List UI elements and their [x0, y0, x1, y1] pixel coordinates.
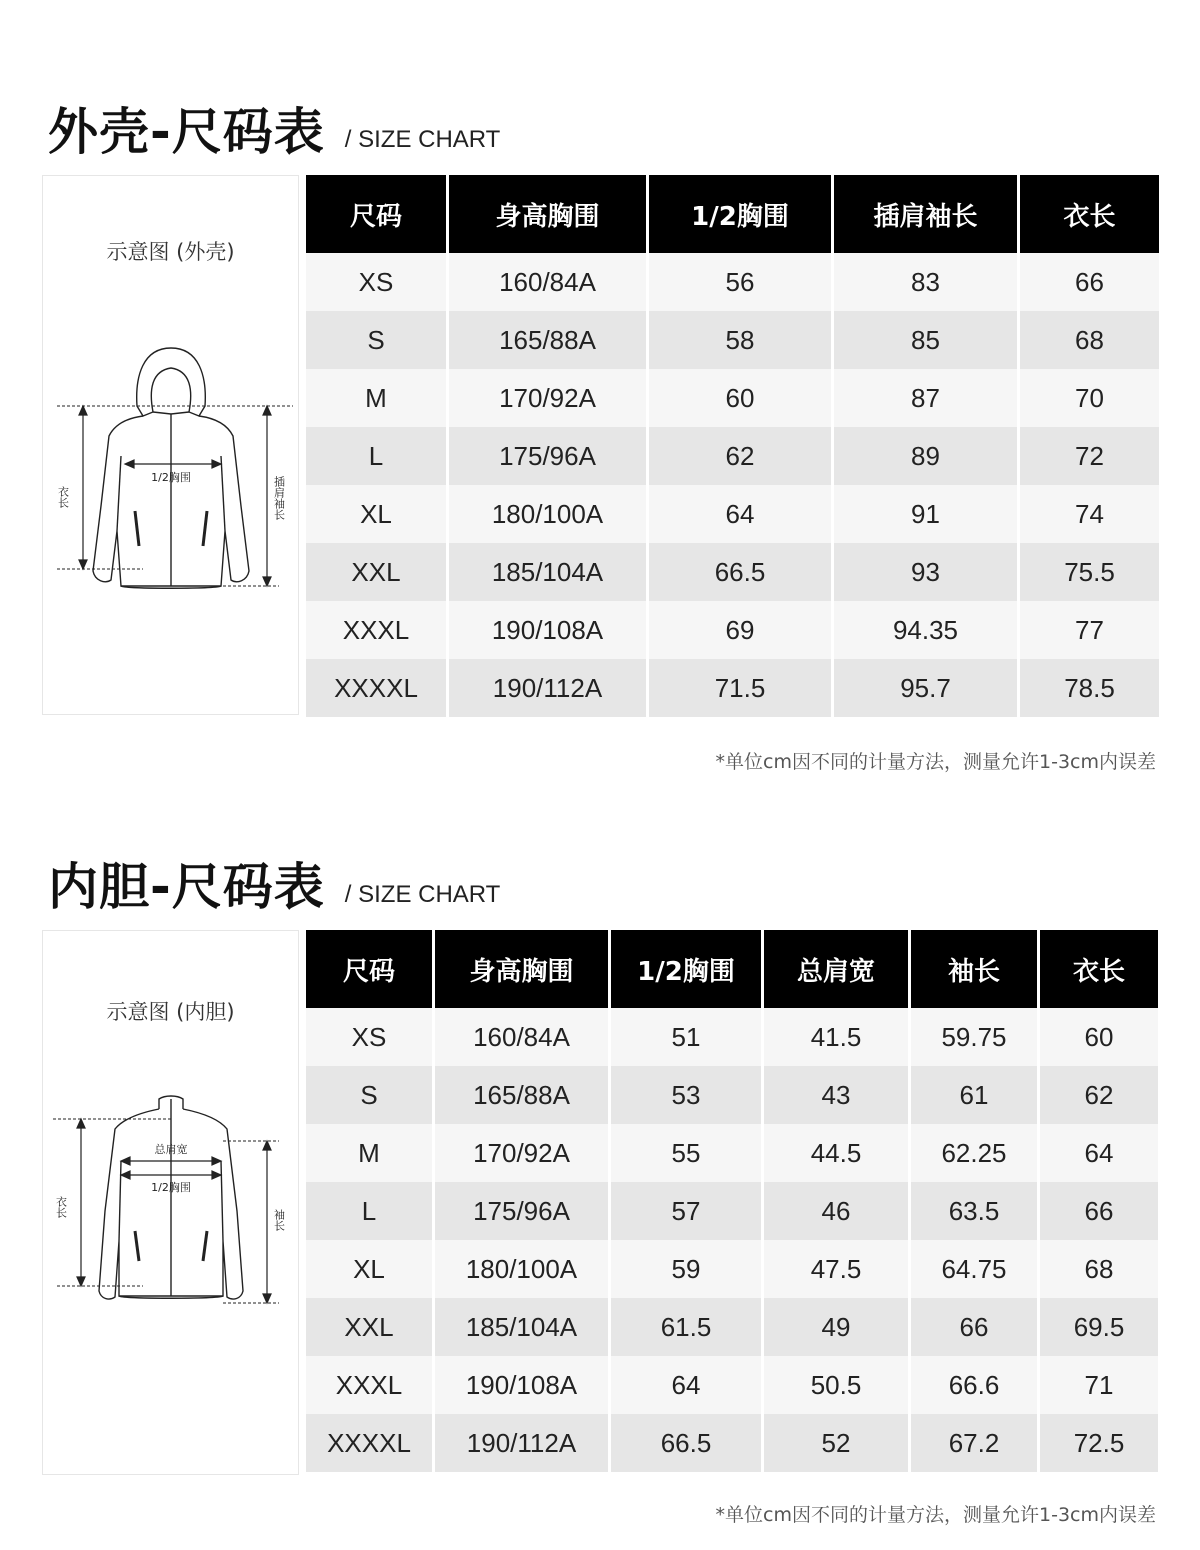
- shell-diagram-caption: 示意图 (外壳): [106, 240, 235, 264]
- table-cell: 52: [764, 1414, 908, 1472]
- table-cell: 63.5: [911, 1182, 1037, 1240]
- table-cell: 47.5: [764, 1240, 908, 1298]
- shell-table-header: [306, 175, 1159, 253]
- table-cell: 62: [649, 427, 831, 485]
- table-cell: 91: [834, 485, 1017, 543]
- table-cell: 72.5: [1040, 1414, 1158, 1472]
- size-cell: XL: [306, 1240, 432, 1298]
- size-cell: XL: [306, 485, 446, 543]
- liner-diagram-panel: [42, 930, 299, 1475]
- shell-title-row: [48, 92, 500, 162]
- diagram-label-length: 衣长: [56, 486, 70, 508]
- table-cell: 175/96A: [435, 1182, 608, 1240]
- liner-measurement-note: *单位cm因不同的计量方法，测量允许1-3cm内误差: [715, 1504, 1156, 1526]
- table-cell: 43: [764, 1066, 908, 1124]
- table-cell: 66.6: [911, 1356, 1037, 1414]
- table-cell: 59.75: [911, 1008, 1037, 1066]
- liner-size-table: [303, 930, 1161, 1472]
- table-cell: 60: [1040, 1008, 1158, 1066]
- liner-title-row: [48, 847, 500, 917]
- table-cell: 49: [764, 1298, 908, 1356]
- table-row: [306, 1414, 1158, 1472]
- table-cell: 64.75: [911, 1240, 1037, 1298]
- table-row: [306, 1356, 1158, 1414]
- table-cell: 66.5: [649, 543, 831, 601]
- table-cell: 50.5: [764, 1356, 908, 1414]
- table-cell: 66: [1020, 253, 1159, 311]
- size-cell: XS: [306, 253, 446, 311]
- table-cell: 66.5: [611, 1414, 761, 1472]
- header-height-chest: 身高胸围: [435, 930, 608, 1008]
- table-row: [306, 601, 1159, 659]
- shell-size-table: [303, 175, 1162, 717]
- table-cell: 67.2: [911, 1414, 1037, 1472]
- table-cell: 72: [1020, 427, 1159, 485]
- table-cell: 66: [1040, 1182, 1158, 1240]
- table-cell: 165/88A: [449, 311, 646, 369]
- table-cell: 75.5: [1020, 543, 1159, 601]
- table-row: [306, 1124, 1158, 1182]
- table-cell: 190/108A: [435, 1356, 608, 1414]
- liner-table-header: [306, 930, 1158, 1008]
- table-cell: 61: [911, 1066, 1037, 1124]
- table-cell: 71: [1040, 1356, 1158, 1414]
- table-cell: 70: [1020, 369, 1159, 427]
- shell-title-en: / SIZE CHART: [344, 126, 501, 153]
- hooded-jacket-illustration: [43, 336, 300, 596]
- table-cell: 51: [611, 1008, 761, 1066]
- header-height-chest: 身高胸围: [449, 175, 646, 253]
- size-cell: XXL: [306, 543, 446, 601]
- size-cell: XXL: [306, 1298, 432, 1356]
- table-cell: 64: [611, 1356, 761, 1414]
- liner-title: 内胆-尺码表: [48, 858, 325, 916]
- table-cell: 77: [1020, 601, 1159, 659]
- table-row: [306, 1240, 1158, 1298]
- table-cell: 185/104A: [449, 543, 646, 601]
- table-cell: 190/112A: [449, 659, 646, 717]
- table-cell: 74: [1020, 485, 1159, 543]
- header-raglan-sleeve: 插肩袖长: [834, 175, 1017, 253]
- table-cell: 170/92A: [449, 369, 646, 427]
- table-cell: 69: [649, 601, 831, 659]
- shell-measurement-note: *单位cm因不同的计量方法，测量允许1-3cm内误差: [715, 751, 1156, 773]
- table-cell: 78.5: [1020, 659, 1159, 717]
- header-half-chest: 1/2胸围: [611, 930, 761, 1008]
- header-length: 衣长: [1020, 175, 1159, 253]
- diagram-label-shoulder: 总肩宽: [154, 1143, 188, 1156]
- table-cell: 175/96A: [449, 427, 646, 485]
- table-cell: 62: [1040, 1066, 1158, 1124]
- table-row: [306, 1066, 1158, 1124]
- table-cell: 60: [649, 369, 831, 427]
- table-cell: 87: [834, 369, 1017, 427]
- table-cell: 180/100A: [435, 1240, 608, 1298]
- table-cell: 190/108A: [449, 601, 646, 659]
- table-cell: 68: [1040, 1240, 1158, 1298]
- table-cell: 69.5: [1040, 1298, 1158, 1356]
- table-cell: 61.5: [611, 1298, 761, 1356]
- table-cell: 41.5: [764, 1008, 908, 1066]
- table-row: [306, 427, 1159, 485]
- table-cell: 44.5: [764, 1124, 908, 1182]
- table-cell: 93: [834, 543, 1017, 601]
- size-cell: XXXL: [306, 1356, 432, 1414]
- table-cell: 62.25: [911, 1124, 1037, 1182]
- diagram-label-length: 衣长: [54, 1196, 68, 1218]
- table-cell: 64: [1040, 1124, 1158, 1182]
- table-cell: 64: [649, 485, 831, 543]
- shell-diagram-panel: [42, 175, 299, 715]
- table-row: [306, 253, 1159, 311]
- size-cell: M: [306, 1124, 432, 1182]
- table-row: [306, 543, 1159, 601]
- header-size: 尺码: [306, 930, 432, 1008]
- size-cell: L: [306, 1182, 432, 1240]
- table-cell: 53: [611, 1066, 761, 1124]
- size-cell: XXXXL: [306, 1414, 432, 1472]
- liner-diagram-caption: 示意图 (内胆): [106, 1000, 235, 1024]
- diagram-label-half-chest: 1/2胸围: [151, 471, 191, 484]
- diagram-label-sleeve: 插肩袖长: [272, 476, 286, 520]
- table-cell: 58: [649, 311, 831, 369]
- table-cell: 160/84A: [449, 253, 646, 311]
- size-cell: XXXXL: [306, 659, 446, 717]
- table-cell: 185/104A: [435, 1298, 608, 1356]
- table-cell: 55: [611, 1124, 761, 1182]
- size-cell: XXXL: [306, 601, 446, 659]
- size-cell: L: [306, 427, 446, 485]
- header-half-chest: 1/2胸围: [649, 175, 831, 253]
- liner-size-section: [0, 755, 1200, 1550]
- table-cell: 71.5: [649, 659, 831, 717]
- table-row: [306, 1008, 1158, 1066]
- liner-title-en: / SIZE CHART: [344, 881, 501, 908]
- table-row: [306, 1298, 1158, 1356]
- table-cell: 46: [764, 1182, 908, 1240]
- table-row: [306, 311, 1159, 369]
- size-cell: XS: [306, 1008, 432, 1066]
- table-cell: 165/88A: [435, 1066, 608, 1124]
- table-row: [306, 369, 1159, 427]
- shell-title: 外壳-尺码表: [48, 103, 325, 161]
- header-sleeve: 袖长: [911, 930, 1037, 1008]
- table-cell: 180/100A: [449, 485, 646, 543]
- table-cell: 83: [834, 253, 1017, 311]
- table-cell: 68: [1020, 311, 1159, 369]
- table-row: [306, 485, 1159, 543]
- table-cell: 66: [911, 1298, 1037, 1356]
- table-cell: 170/92A: [435, 1124, 608, 1182]
- table-cell: 85: [834, 311, 1017, 369]
- diagram-label-half-chest: 1/2胸围: [151, 1181, 191, 1194]
- table-row: [306, 659, 1159, 717]
- table-cell: 57: [611, 1182, 761, 1240]
- size-cell: M: [306, 369, 446, 427]
- header-shoulder-width: 总肩宽: [764, 930, 908, 1008]
- header-size: 尺码: [306, 175, 446, 253]
- size-cell: S: [306, 311, 446, 369]
- liner-jacket-illustration: [43, 1091, 300, 1331]
- table-cell: 59: [611, 1240, 761, 1298]
- table-cell: 56: [649, 253, 831, 311]
- header-length: 衣长: [1040, 930, 1158, 1008]
- table-cell: 95.7: [834, 659, 1017, 717]
- table-cell: 89: [834, 427, 1017, 485]
- diagram-label-sleeve: 袖长: [272, 1209, 286, 1231]
- table-cell: 190/112A: [435, 1414, 608, 1472]
- table-row: [306, 1182, 1158, 1240]
- table-cell: 94.35: [834, 601, 1017, 659]
- table-cell: 160/84A: [435, 1008, 608, 1066]
- size-cell: S: [306, 1066, 432, 1124]
